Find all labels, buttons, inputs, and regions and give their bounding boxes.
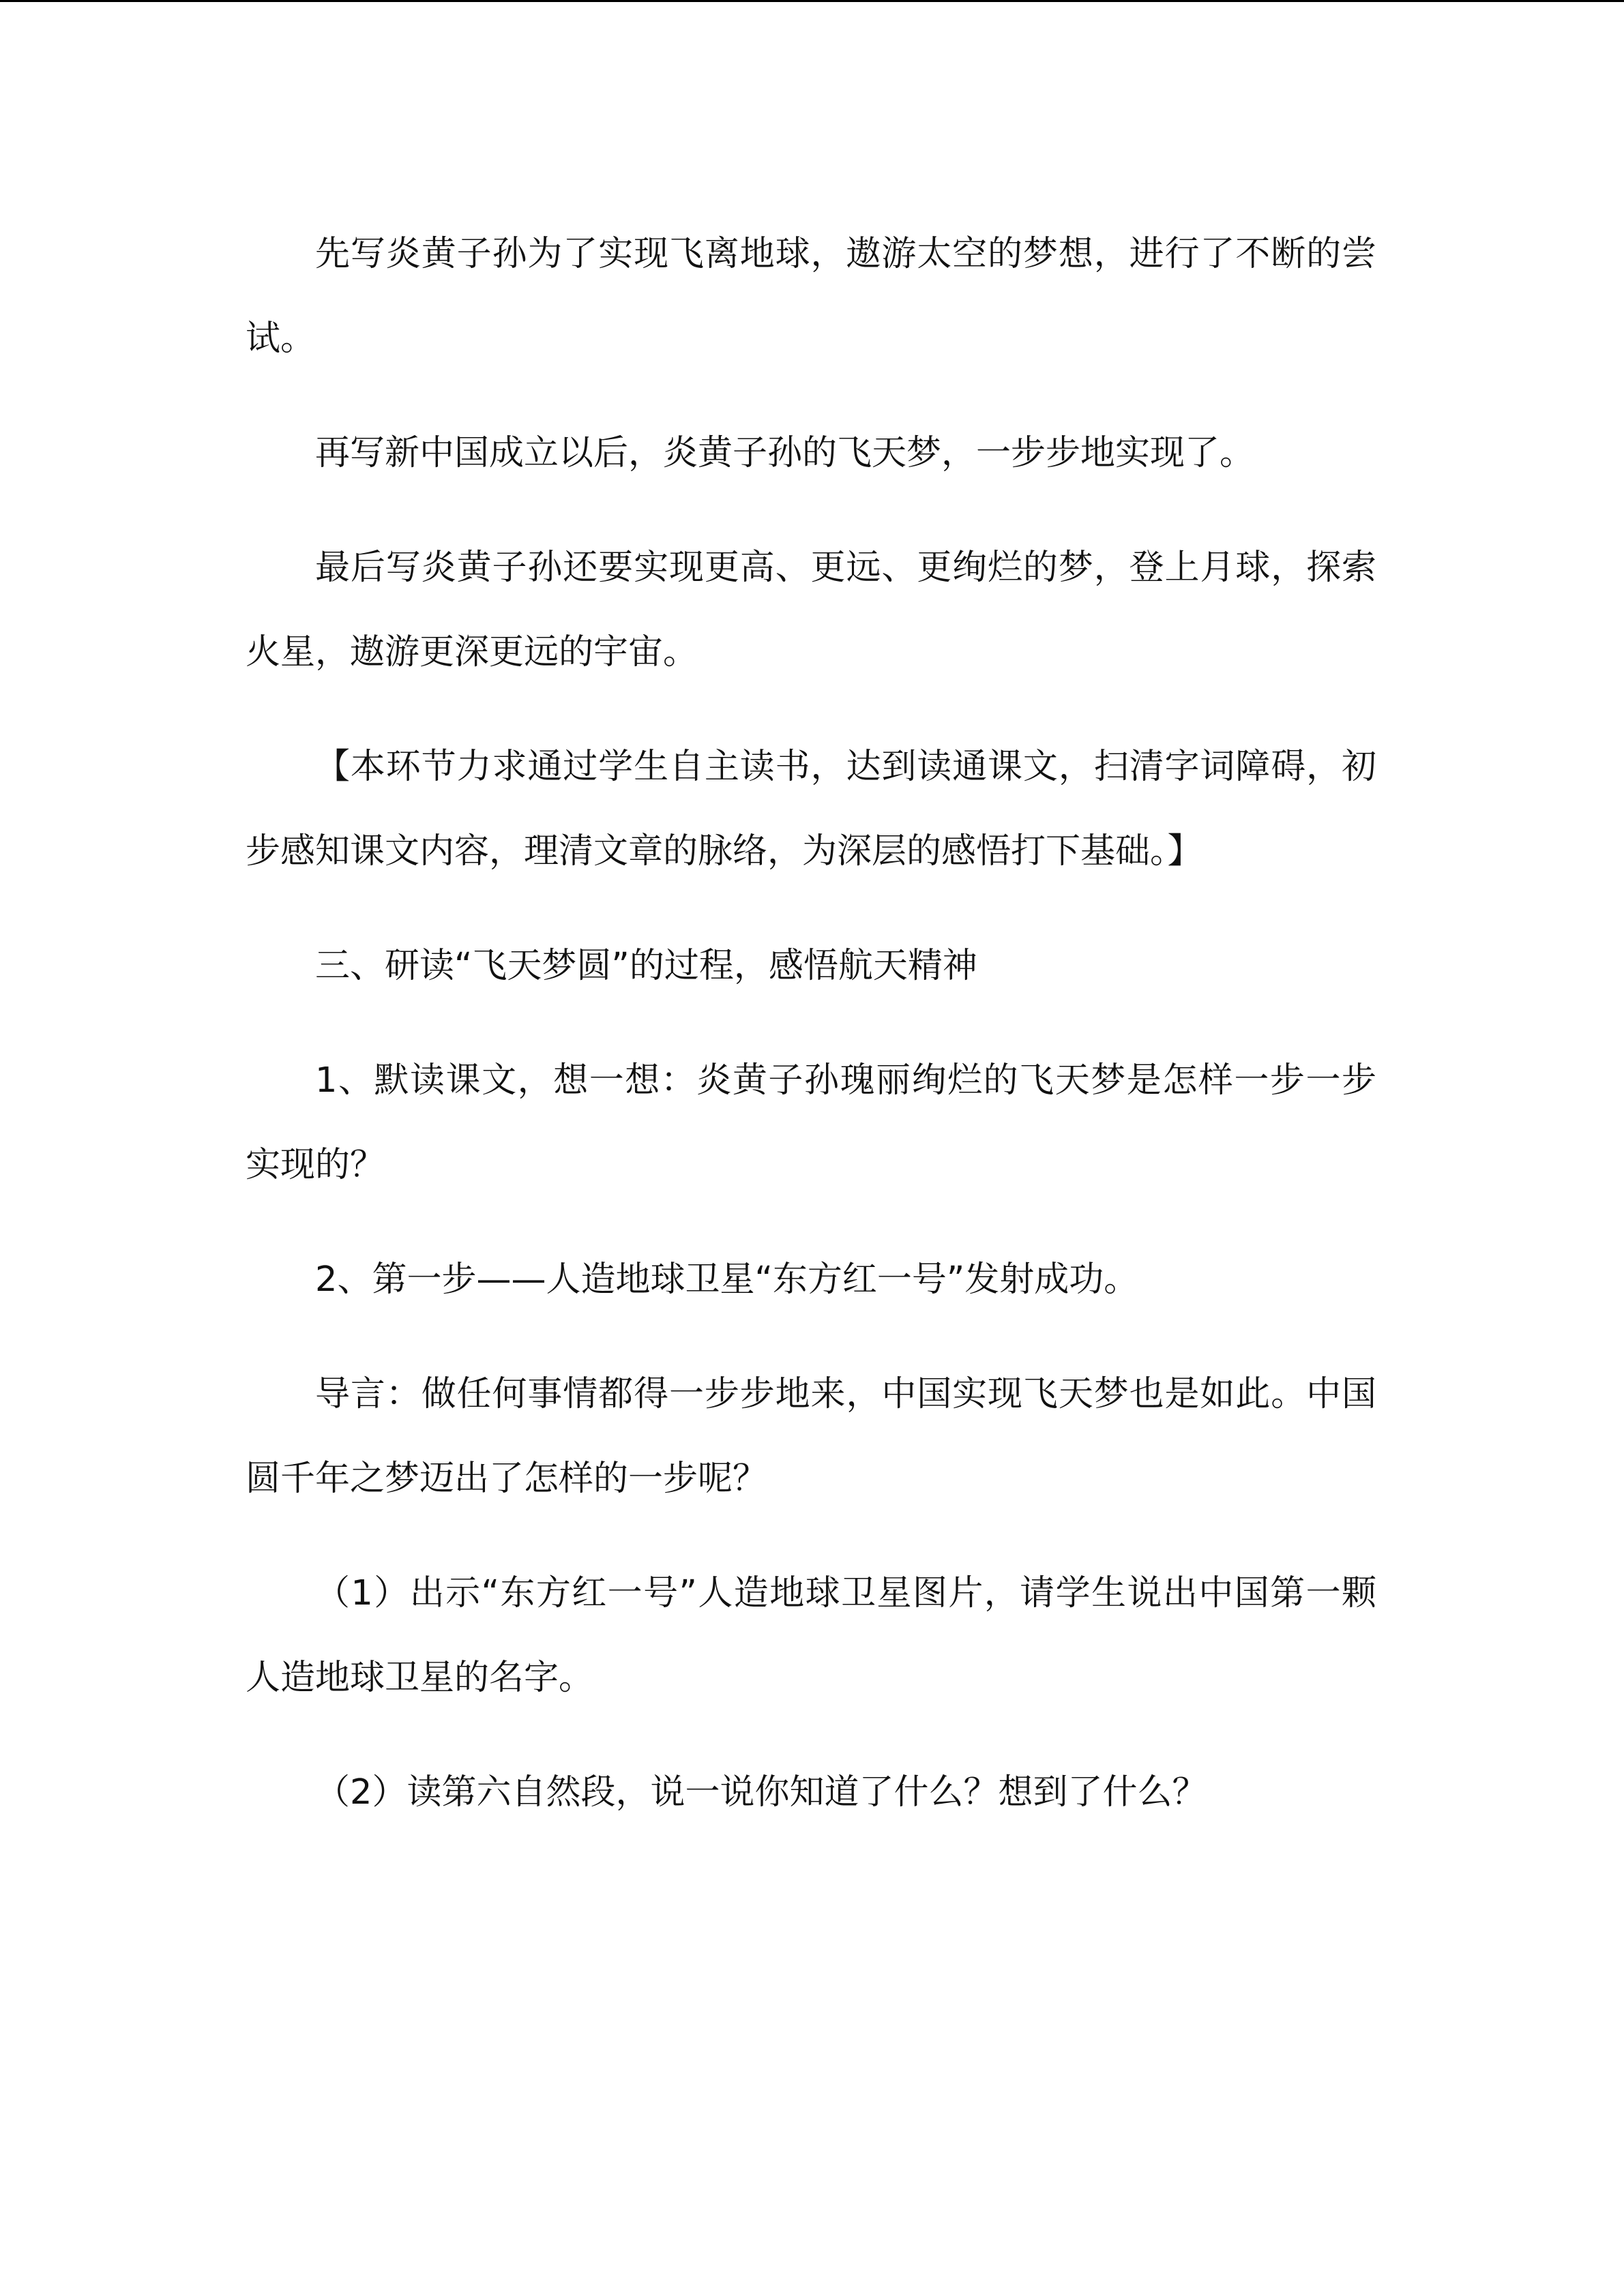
substep-1: （1）出示“东方红一号”人造地球卫星图片，请学生说出中国第一颗人造地球卫星的名字。: [246, 1573, 1376, 1698]
paragraph-2: 再写新中国成立以后，炎黄子孙的飞天梦，一步步地实现了。: [315, 433, 1255, 473]
design-note: 【本环节力求通过学生自主读书，达到读通课文，扫清字词障碍，初步感知课文内容，理清文章的脉络，为深层的感悟打下基础。】: [246, 747, 1376, 871]
section-heading: 三、研读“飞天梦圆”的过程，感悟航天精神: [315, 946, 977, 986]
paragraph-3: 最后写炎黄子孙还要实现更高、更远、更绚烂的梦，登上月球，探索火星，遨游更深更远的宇宙。: [246, 548, 1376, 672]
substep-2: （2）读第六自然段，说一说你知道了什么？想到了什么？: [315, 1772, 1207, 1813]
paragraph-1: 先写炎黄子孙为了实现飞离地球，遨游太空的梦想，进行了不断的尝试。: [246, 234, 1376, 359]
step-2: 2、第一步——人造地球卫星“东方红一号”发射成功。: [315, 1259, 1139, 1300]
introduction: 导言：做任何事情都得一步步地来，中国实现飞天梦也是如此。中国圆千年之梦迈出了怎样的一步呢？: [246, 1374, 1376, 1499]
step-1: 1、默读课文，想一想：炎黄子孙瑰丽绚烂的飞天梦是怎样一步一步实现的？: [246, 1060, 1376, 1185]
document-body: [246, 212, 1376, 1865]
